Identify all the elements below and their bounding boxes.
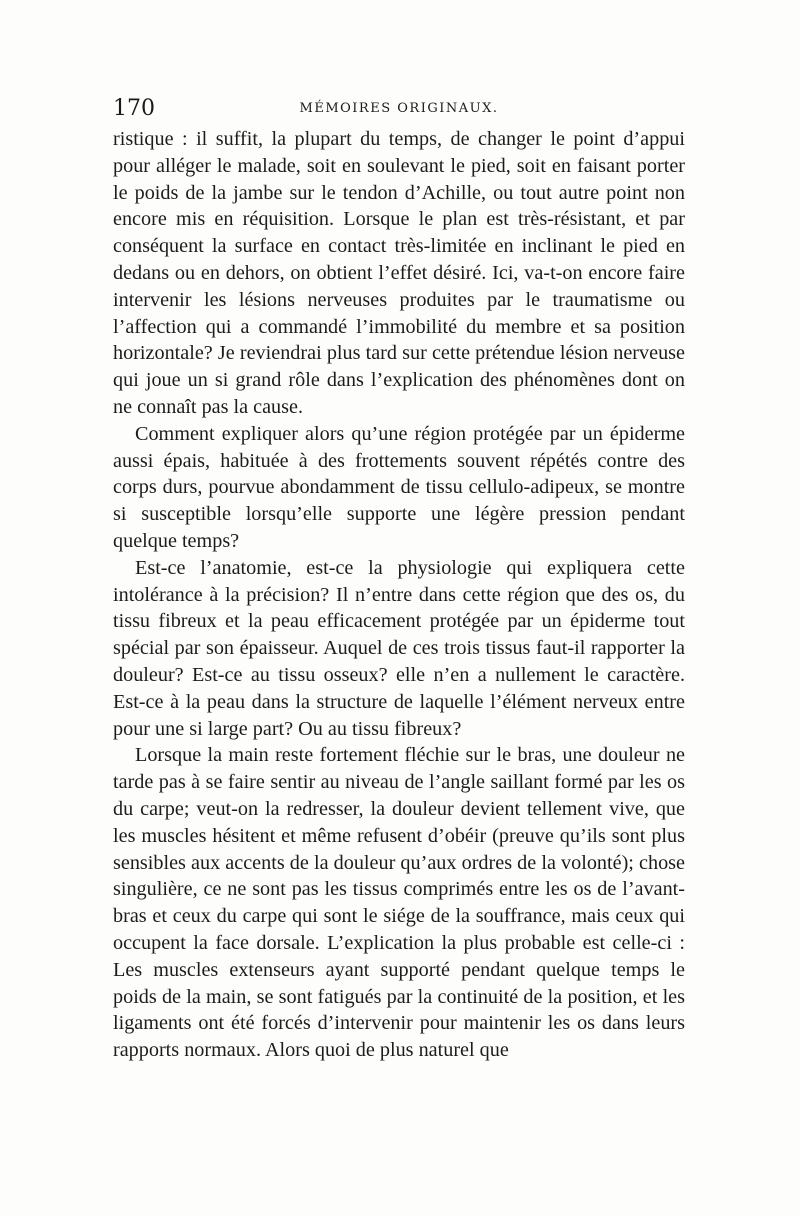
paragraph: Comment expliquer alors qu’une région protégée par un épiderme aussi épais, habituée à des frottements souvent répétés contre des corps durs, pourvue abondamment de tissu cellulo-adipeux, se montre si susceptible lorsqu’elle supporte une légère pression pendant quelque temps? [113,422,685,552]
page-number: 170 [113,96,155,121]
body-text [113,126,685,1064]
paragraph: ristique : il suffit, la plupart du temps, de changer le point d’appui pour alléger le malade, soit en soulevant le pied, soit en faisant porter le poids de la jambe sur le tendon d’Achille, ou tout autre point non encore mis en réquisition. Lorsque le plan est très-résistant, et par conséquent la surface en contact très-limitée en inclinant le pied en dedans ou en dehors, on obtient l’effet désiré. Ici, va-t-on encore faire intervenir les lésions nerveuses produites par le traumatisme ou l’affection qui a commandé l’immobilité du membre et sa position horizontale? Je reviendrai plus tard sur cette prétendue lésion nerveuse qui joue un si grand rôle dans l’explication des phénomènes dont on ne connaît pas la cause. [113,128,685,418]
paragraph: Lorsque la main reste fortement fléchie sur le bras, une douleur ne tarde pas à se faire sentir au niveau de l’angle saillant formé par les os du carpe; veut-on la redresser, la douleur devient tellement vive, que les muscles hésitent et même refusent d’obéir (preuve qu’ils sont plus sensibles aux accents de la douleur qu’aux ordres de la volonté); chose singulière, ce ne sont pas les tissus comprimés entre les os de l’avant-bras et ceux du carpe qui sont le siége de la souffrance, mais ceux qui occupent la face dorsale. L’explication la plus probable est celle-ci : Les muscles extenseurs ayant supporté pendant quelque temps le poids de la main, se sont fatigués par la continuité de la position, et les ligaments ont été forcés d’intervenir pour maintenir les os dans leurs rapports normaux. Alors quoi de plus naturel que [113,744,685,1062]
running-title: MÉMOIRES ORIGINAUX. [299,101,499,116]
paragraph: Est-ce l’anatomie, est-ce la physiologie qui expliquera cette intolérance à la précision? Il n’entre dans cette région que des os, du tissu fibreux et la peau efficacement protégée par un épiderme tout spécial par son épaisseur. Auquel de ces trois tissus faut-il rapporter la douleur? Est-ce au tissu osseux? elle n’en a nullement le caractère. Est-ce à la peau dans la structure de laquelle l’élément nerveux entre pour une si large part? Ou au tissu fibreux? [113,556,685,740]
page-header [113,96,685,122]
